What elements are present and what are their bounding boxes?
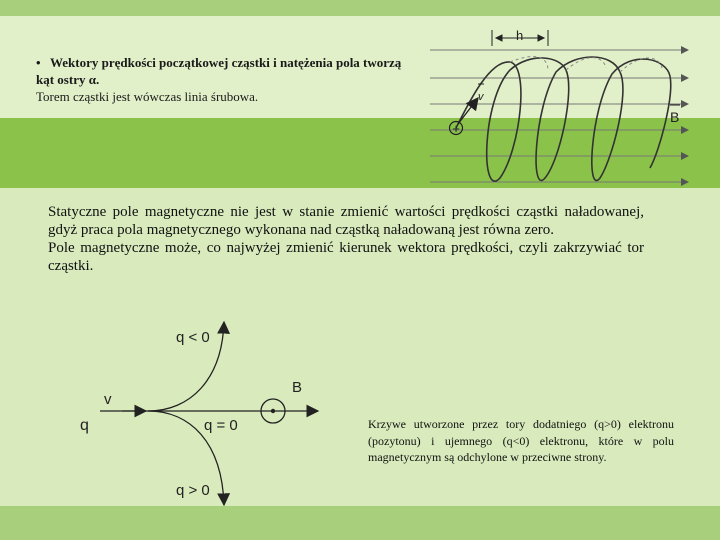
intro-text bbox=[36, 54, 416, 105]
statement-para1: Statyczne pole magnetyczne nie jest w stanie zmienić wartości prędkości cząstki naładowanej, gdyż praca pola magnetycznego wykonana nad cząstką naładowaną jest równa zero. bbox=[48, 204, 644, 238]
statement-text bbox=[48, 203, 644, 275]
velocity-label: v bbox=[478, 91, 484, 103]
statement-para2: Pole magnetyczne może, co najwyżej zmienić kierunek wektora prędkości, czyli zakrzywiać tor cząstki. bbox=[48, 240, 644, 274]
caption-text: Krzywe utworzone przez tory dodatniego (q>0) elektronu (pozytonu) i ujemnego (q<0) elektronu, które w polu magnetycznym są odchylone w przeciwne strony. bbox=[368, 417, 674, 464]
label-q: q bbox=[80, 417, 89, 434]
intro-line1 bbox=[36, 54, 416, 88]
label-q-positive: q > 0 bbox=[176, 482, 210, 499]
label-q-negative: q < 0 bbox=[176, 329, 210, 346]
bullet: • bbox=[36, 55, 41, 70]
field-label: B bbox=[670, 109, 680, 125]
label-q-zero: q = 0 bbox=[204, 417, 238, 434]
charge-symbol: + bbox=[452, 121, 460, 136]
label-v: v bbox=[104, 391, 112, 408]
intro-line2: Torem cząstki jest wówczas linia śrubowa. bbox=[36, 89, 259, 104]
label-B: B bbox=[292, 379, 303, 396]
intro-line1-text: Wektory prędkości początkowej cząstki i natężenia pola tworzą kąt ostry α. bbox=[36, 55, 402, 87]
field-out-dot bbox=[271, 409, 275, 413]
pitch-label: h bbox=[516, 28, 524, 43]
